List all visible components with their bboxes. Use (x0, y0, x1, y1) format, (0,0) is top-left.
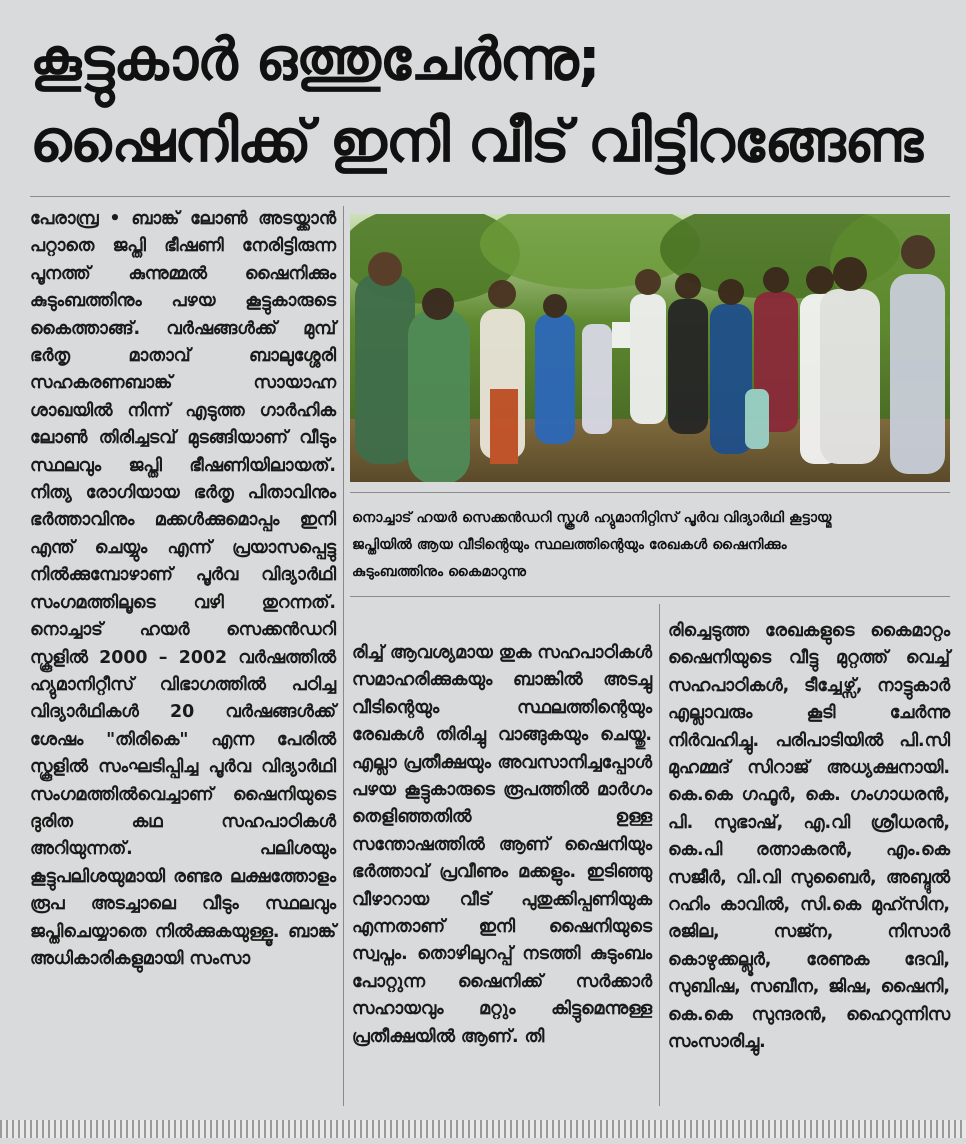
column-3-text: രിച്ചെടുത്ത രേഖകളുടെ കൈമാറ്റം ഷൈനിയുടെ വീട്ടു മുറ്റത്ത് വെച്ച് സഹപാഠികൾ, ടീച്ചേഴ്സ്, നാട്ടുകാർ എല്ലാവരും കൂടി ചേർന്നു നിർവഹിച്ചു. പരിപാടിയിൽ പി.സി മുഹമ്മദ് സിറാജ് അധ്യക്ഷനായി. കെ.കെ ഗഫൂർ, കെ. ഗംഗാധരൻ, പി. സുഭാഷ്, എ.വി ശ്രീധരൻ, കെ.പി രത്നാകരൻ, എം.കെ സജീർ, വി.വി സുബൈർ, അബ്ദുൽ റഹിം കാവിൽ, സി.കെ മുഹ്സിന, രജില, സജ്ന, നിസാർ കൊഴുക്കല്ലൂർ, രേണുക ദേവി, സുബിഷ, സബീന, ജിഷ, ഷൈനി, കെ.കെ സുന്ദരൻ, ഹൈറുന്നിസ സംസാരിച്ചു. (668, 621, 950, 1053)
photo-divider (350, 492, 950, 493)
page-edge-strip (0, 1120, 966, 1138)
article-column-2 (352, 640, 652, 1051)
column-divider-2 (659, 604, 660, 1106)
column-2-text: രിച്ച് ആവശ്യമായ തുക സഹപാഠികൾ സമാഹരിക്കുകയും ബാങ്കിൽ അടച്ചു വീടിന്റെയും സ്ഥലത്തിന്റെയും രേഖകൾ തിരിച്ചു വാങ്ങുകയും ചെയ്തു. എല്ലാ പ്രതീക്ഷയും അവസാനിച്ചപ്പോൾ പഴയ കൂട്ടുകാരുടെ രൂപത്തിൽ മാർഗം തെളിഞ്ഞതിൽ ഉള്ള സന്തോഷത്തിൽ ആണ് ഷൈനിയും ഭർത്താവ് പ്രവീണും മക്കളും. ഇടിഞ്ഞു വീഴാറായ വീട് പുതുക്കിപ്പണിയുക എന്നതാണ് ഇനി ഷൈനിയുടെ സ്വപ്നം. തൊഴിലുറപ്പ് നടത്തി കുടുംബം പോറ്റുന്ന ഷൈനിക്ക് സർക്കാർ സഹായവും മറ്റും കിട്ടുമെന്നുള്ള പ്രതീക്ഷയിൽ ആണ്. തി (352, 643, 652, 1047)
column-1-text: പേരാമ്പ്ര • ബാങ്ക് ലോൺ അടയ്ക്കാൻ പറ്റാതെ ജപ്തി ഭീഷണി നേരിട്ടിരുന്ന പൂനത്ത് കുന്നുമ്മൽ ഷൈനിക്കും കുടുംബത്തിനും പഴയ കൂട്ടുകാരുടെ കൈത്താങ്ങ്. വർഷങ്ങൾക്ക് മുമ്പ് ഭർതൃ മാതാവ് ബാലുശ്ശേരി സഹകരണബാങ്ക് സായാഹ്ന ശാഖയിൽ നിന്ന് എടുത്ത ഗാർഹിക ലോൺ തിരിച്ചടവ് മുടങ്ങിയാണ് വീടും സ്ഥലവും ജപ്തി ഭീഷണിയിലായത്. നിത്യ രോഗിയായ ഭർതൃ പിതാവിനും ഭർത്താവിനും മക്കൾക്കുമൊപ്പം ഇനി എന്ത് ചെയ്യും എന്ന് പ്രയാസപ്പെട്ടു നിൽക്കുമ്പോഴാണ് പൂർവ വിദ്യാർഥി സംഗമത്തിലൂടെ വഴി തുറന്നത്. നൊച്ചാട് ഹയർ സെക്കൻഡറി സ്കൂളിൽ 2000 – 2002 വർഷത്തിൽ ഹ്യുമാനിറ്റീസ് വിഭാഗത്തിൽ പഠിച്ച വിദ്യാർഥികൾ 20 വർഷങ്ങൾക്ക് ശേഷം "തിരികെ" എന്ന പേരിൽ സ്കൂളിൽ സംഘടിപ്പിച്ച പൂർവ വിദ്യാർഥി സംഗമത്തിൽവെച്ചാണ് ഷൈനിയുടെ ദുരിത കഥ സഹപാഠികൾ അറിയുന്നത്. പലിശയും കൂട്ടുപലിശയുമായി രണ്ടര ലക്ഷത്തോളം രൂപ അടച്ചാലെ വീടും സ്ഥലവും ജപ്തിചെയ്യാതെ നിൽക്കുകയുള്ളൂ. ബാങ്ക് അധികാരികളുമായി സംസാ (30, 209, 336, 969)
article-column-3 (668, 618, 950, 1057)
caption-line-3: കുടുംബത്തിനും കൈമാറുന്നു (352, 564, 527, 580)
headline-line-1: കൂട്ടുകാർ ഒത്തുചേർന്നു; (30, 25, 600, 93)
photo-caption (352, 505, 950, 586)
headline-line-2: ഷൈനിക്ക് ഇനി വീട് വിട്ടിറങ്ങേണ്ട (30, 107, 923, 175)
caption-divider (350, 596, 950, 597)
group-photo-icon (350, 214, 950, 482)
group-photo (350, 214, 950, 482)
headline (30, 18, 950, 182)
caption-line-1: നൊച്ചാട് ഹയർ സെക്കൻഡറി സ്കൂൾ ഹ്യുമാനിറ്റിസ് പൂർവ വിദ്യാർഥി കൂട്ടായ്മ (352, 510, 832, 526)
article-column-1 (30, 206, 336, 973)
caption-line-2: ജപ്തിയിൽ ആയ വീടിന്റെയും സ്ഥലത്തിന്റെയും രേഖകൾ ഷൈനിക്കും (352, 537, 787, 553)
headline-divider (30, 196, 950, 197)
column-divider-1 (343, 206, 344, 1106)
